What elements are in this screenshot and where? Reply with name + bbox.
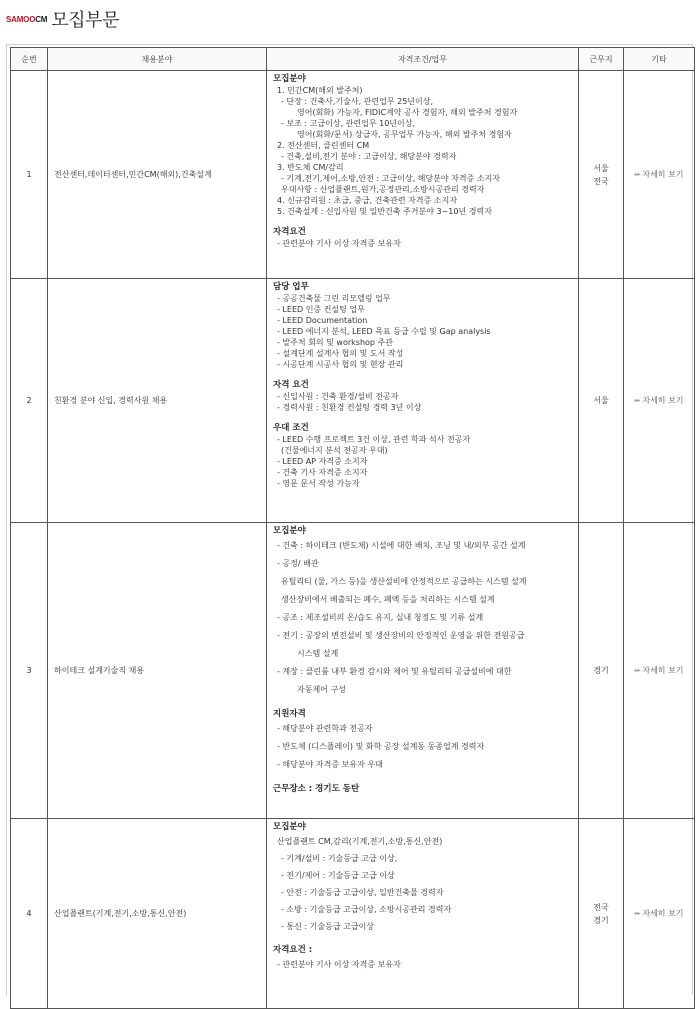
text-line: (건물에너지 분석 전공자 우대) xyxy=(281,446,388,455)
text-line: 시스템 설계 xyxy=(297,649,339,658)
text-line: - 전기/제어 : 기술등급 고급 이상 xyxy=(281,871,395,880)
text-line: - 기계/설비 : 기술등급 고급 이상, xyxy=(281,854,398,863)
text-line: 산업플랜트 CM,감리(기계,전기,소방,통신,안전) xyxy=(277,837,443,846)
spacer xyxy=(273,370,578,380)
text-line: - 보조 : 고급이상, 관련업무 10년이상, xyxy=(281,119,416,128)
row-qualifications xyxy=(267,279,579,523)
text-line: - 안전 : 기술등급 고급이상, 일반건축물 경력자 xyxy=(281,888,444,897)
row-field: 산업플랜트(기계,전기,소방,통신,안전) xyxy=(48,819,267,1009)
spacer xyxy=(273,774,578,784)
text-line: - 건축 : 하이테크 (반도체) 시설에 대한 배치, 조닝 및 내/외부 공간 설계 xyxy=(277,541,526,550)
row-etc xyxy=(624,279,695,523)
table-row xyxy=(11,819,695,1009)
spacer xyxy=(273,413,578,423)
text-line: 1. 민간CM(해외 발주처) xyxy=(277,86,363,95)
col-header-field: 채용분야 xyxy=(48,48,267,71)
text-line: - 통신 : 기술등급 고급이상 xyxy=(281,922,375,931)
text-line: - 기계,전기,제어,소방,안전 : 고급이상, 해당분야 자격증 소지자 xyxy=(281,174,501,183)
row-qualifications xyxy=(267,523,579,819)
detail-link[interactable]: ✏ 자세히 보기 xyxy=(634,396,684,405)
text-line: - LEED 수행 프로젝트 3건 이상, 관련 학과 석사 전공자 xyxy=(277,435,471,444)
row-location: 경기 xyxy=(579,523,624,819)
text-line: - 관련분야 기사 이상 자격증 보유자 xyxy=(277,239,401,248)
page-header xyxy=(6,4,119,34)
text-line: 영어(회화) 가능자, FIDIC계약 공사 경험자, 해외 발주처 경험자 xyxy=(297,108,518,117)
text-line: - 단장 : 건축사,기술사, 관련업무 25년이상, xyxy=(281,97,434,106)
table-row xyxy=(11,279,695,523)
pencil-icon: ✏ xyxy=(634,909,641,918)
text-line: - 영문 문서 작성 가능자 xyxy=(277,479,360,488)
row-qualifications xyxy=(267,819,579,1009)
row-number: 1 xyxy=(11,71,48,279)
section-heading: 우대 조건 xyxy=(273,423,309,433)
section-heading: 자격 요건 xyxy=(273,380,309,390)
text-line: - 건축,설비,전기 분야 : 고급이상, 해당분야 경력자 xyxy=(281,152,457,161)
row-location: 서울 xyxy=(579,279,624,523)
section-heading: 자격요건 xyxy=(273,227,306,237)
text-line: - 신입사원 : 건축 환경/설비 전공자 xyxy=(277,392,399,401)
section-heading: 담당 업무 xyxy=(273,282,309,292)
pencil-icon: ✏ xyxy=(634,666,641,675)
text-line: 5. 건축설계 : 신입사원 및 일반건축 주거분야 3~10년 경력자 xyxy=(277,207,492,216)
spacer xyxy=(273,217,578,227)
row-location: 서울 전국 xyxy=(579,71,624,279)
col-header-etc: 기타 xyxy=(624,48,695,71)
text-line: - 발주처 회의 및 workshop 주관 xyxy=(277,338,393,347)
page-title: 모집부문 xyxy=(51,10,119,31)
text-line: - LEED AP 자격증 소지자 xyxy=(277,457,368,466)
text-line: 자동제어 구성 xyxy=(297,685,346,694)
section-heading: 모집분야 xyxy=(273,822,306,832)
text-line: - 해당분야 자격증 보유자 우대 xyxy=(277,760,383,769)
text-line: - 시공단계 시공사 협의 및 현장 관리 xyxy=(277,360,404,369)
text-line: 2. 전산센터, 클린센터 CM xyxy=(277,141,370,150)
text-line: - LEED 인증 컨설팅 업무 xyxy=(277,305,365,314)
text-line: 유틸리티 (물, 가스 등)을 생산설비에 안정적으로 공급하는 시스템 설계 xyxy=(281,577,527,586)
text-line: - 관련분야 기사 이상 자격증 보유자 xyxy=(277,960,401,969)
row-location: 전국 경기 xyxy=(579,819,624,1009)
table-header-row xyxy=(11,48,695,71)
spacer xyxy=(273,699,578,709)
row-etc xyxy=(624,71,695,279)
section-heading: 모집분야 xyxy=(273,74,306,84)
text-line: - 계장 : 클린룸 내부 환경 감시와 제어 및 유틸리티 공급설비에 대한 xyxy=(277,667,512,676)
text-line: 우대사항 : 산업플랜트,원가,공정관리,소방시공관리 경력자 xyxy=(281,185,485,194)
col-header-location: 근무지 xyxy=(579,48,624,71)
row-etc xyxy=(624,523,695,819)
text-line: 생산장비에서 배출되는 폐수, 폐액 등을 처리하는 시스템 설계 xyxy=(281,595,495,604)
pencil-icon: ✏ xyxy=(634,170,641,179)
section-heading: 지원자격 xyxy=(273,709,306,719)
text-line: - 소방 : 기술등급 고급이상, 소방시공관리 경력자 xyxy=(281,905,452,914)
company-logo[interactable]: SAMOOCM xyxy=(6,14,48,24)
text-line: - 공조 : 제조설비의 온/습도 유지, 실내 청정도 및 기류 설계 xyxy=(277,613,484,622)
section-heading: 모집분야 xyxy=(273,526,306,536)
row-field: 전산센터,데이터센터,민간CM(해외),건축설계 xyxy=(48,71,267,279)
row-number: 3 xyxy=(11,523,48,819)
text-line: 4. 신규감리원 : 초급, 중급, 건축관련 자격증 소지자 xyxy=(277,196,458,205)
row-number: 2 xyxy=(11,279,48,523)
recruitment-table xyxy=(10,47,695,1009)
text-line: - 경력사원 : 친환경 컨설팅 경력 3년 이상 xyxy=(277,403,422,412)
text-line: - 공정/ 배관 xyxy=(277,559,319,568)
section-heading: 근무장소 : 경기도 동탄 xyxy=(273,784,360,794)
table-row xyxy=(11,71,695,279)
detail-link[interactable]: ✏ 자세히 보기 xyxy=(634,170,684,179)
detail-link[interactable]: ✏ 자세히 보기 xyxy=(634,909,684,918)
table-row xyxy=(11,523,695,819)
text-line: - 공공건축물 그린 리모델링 업무 xyxy=(277,294,391,303)
text-line: - 건축 기사 자격증 소지자 xyxy=(277,468,368,477)
text-line: - 전기 : 공장의 변전설비 및 생산장비의 안정적인 운영을 위한 전원공급 xyxy=(277,631,525,640)
row-etc xyxy=(624,819,695,1009)
text-line: - 반도체 (디스플레이) 및 화학 공장 설계동 동종업계 경력자 xyxy=(277,742,485,751)
row-field: 하이테크 설계기술직 채용 xyxy=(48,523,267,819)
row-number: 4 xyxy=(11,819,48,1009)
spacer xyxy=(273,935,578,945)
text-line: - 해당분야 관련학과 전공자 xyxy=(277,724,373,733)
text-line: - 설계단계 설계사 협의 및 도서 작성 xyxy=(277,349,404,358)
row-qualifications xyxy=(267,71,579,279)
row-field: 친환경 분야 신입, 경력사원 채용 xyxy=(48,279,267,523)
text-line: - LEED Documentation xyxy=(277,316,368,325)
section-heading: 자격요건 : xyxy=(273,945,313,955)
detail-link[interactable]: ✏ 자세히 보기 xyxy=(634,666,684,675)
text-line: 3. 반도체 CM/감리 xyxy=(277,163,344,172)
text-line: 영어(회화/문서) 상급자, 공무업무 가능자, 해외 발주처 경험자 xyxy=(297,130,512,139)
col-header-number: 순번 xyxy=(11,48,48,71)
pencil-icon: ✏ xyxy=(634,396,641,405)
col-header-qualifications: 자격조건/업무 xyxy=(267,48,579,71)
text-line: - LEED 에너지 분석, LEED 목표 등급 수립 및 Gap analysis xyxy=(277,327,491,336)
